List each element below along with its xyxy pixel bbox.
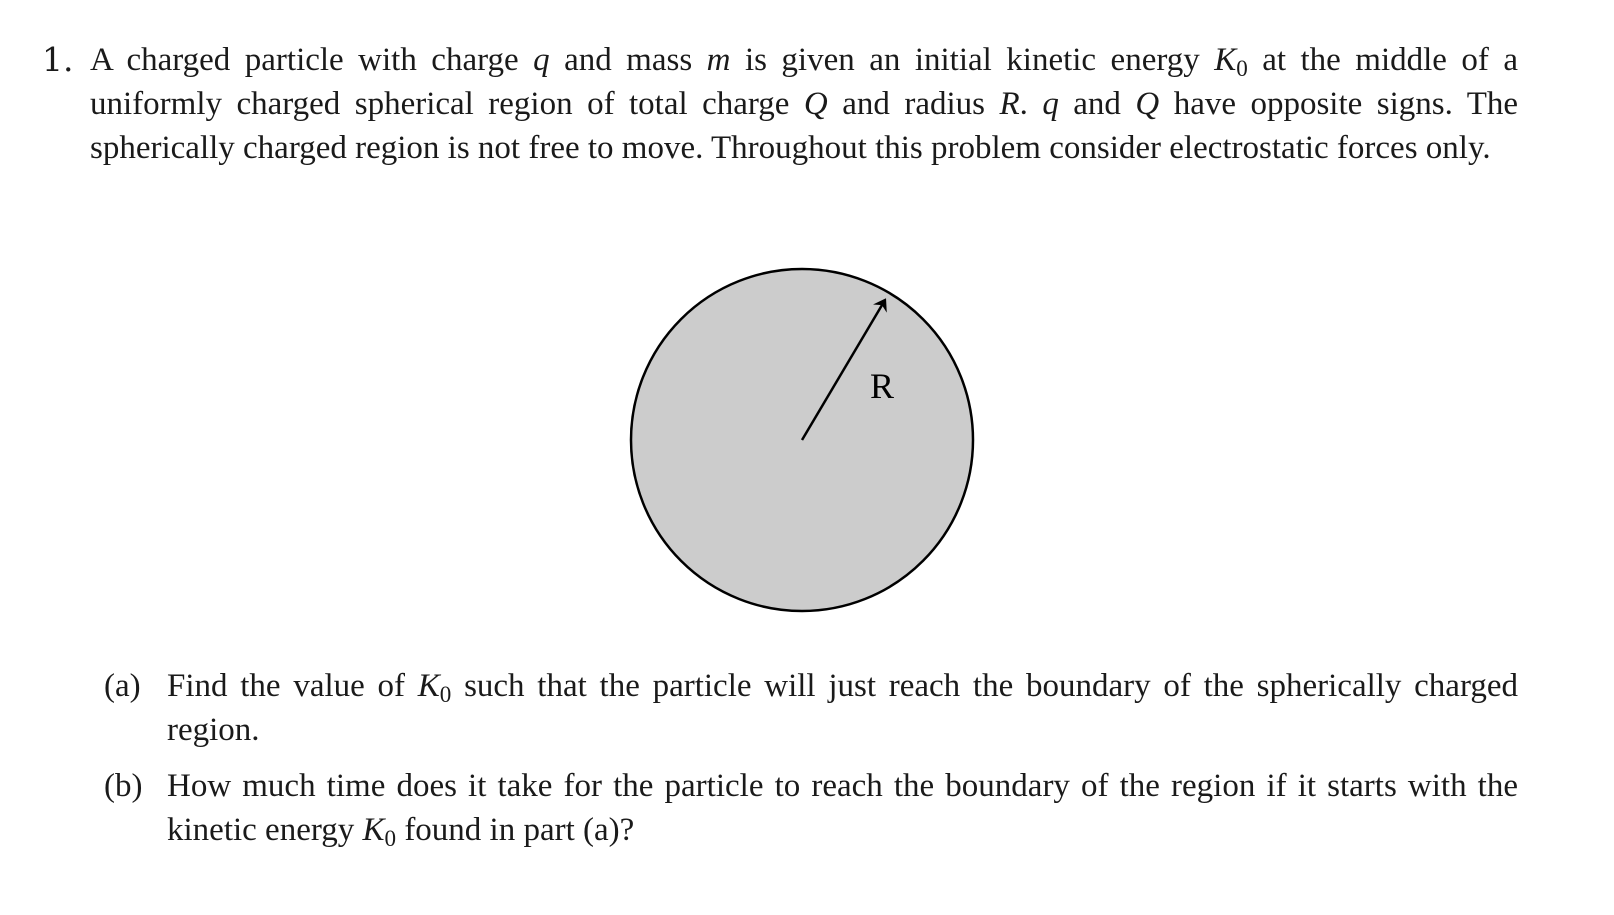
part-b-label: (b)	[104, 768, 143, 804]
math-symbol: K	[1214, 42, 1237, 78]
problem-parts	[104, 664, 1518, 864]
radius-label: R	[870, 366, 895, 406]
text-run: How much time does it take for the particle to reach the boundary of the region if it starts with the kinetic energy	[167, 768, 1518, 848]
text-run: found in part (a)?	[396, 812, 635, 848]
math-symbol: K	[417, 668, 440, 704]
part-b	[104, 764, 1518, 852]
math-subscript: 0	[439, 680, 452, 707]
text-run: .	[1019, 86, 1043, 122]
part-a-text	[167, 664, 1518, 752]
math-symbol: K	[362, 812, 385, 848]
math-symbol: Q	[803, 86, 828, 122]
problem-1	[42, 38, 1518, 170]
part-a	[104, 664, 1518, 752]
sphere-svg	[628, 266, 978, 616]
math-symbol: Q	[1135, 86, 1160, 122]
math-symbol: m	[706, 42, 731, 78]
math-symbol: q	[1042, 86, 1059, 122]
text-run: and	[1058, 86, 1136, 122]
text-run: Find the value of	[167, 668, 418, 704]
charged-sphere-diagram	[628, 266, 978, 616]
math-subscript: 0	[384, 824, 397, 851]
problem-statement	[90, 38, 1518, 170]
part-a-label: (a)	[104, 668, 141, 704]
math-subscript: 0	[1236, 54, 1248, 81]
text-run: at the middle of a uniformly charged spherical region of total charge	[90, 42, 1519, 122]
problem-number: 1.	[42, 40, 74, 79]
part-b-text	[167, 764, 1518, 852]
text-run: A charged particle with charge	[90, 42, 534, 78]
text-run: is given an initial kinetic energy	[730, 42, 1215, 78]
text-run: such that the particle will just reach the boundary of the spherically charged region.	[167, 668, 1518, 748]
text-run: and radius	[827, 86, 1000, 122]
math-symbol: q	[533, 42, 550, 78]
text-run: and mass	[549, 42, 707, 78]
math-symbol: R	[999, 86, 1020, 122]
text-run: have opposite signs. The spherically charged region is not free to move. Throughout this problem consider electrostatic forces only.	[90, 86, 1518, 166]
